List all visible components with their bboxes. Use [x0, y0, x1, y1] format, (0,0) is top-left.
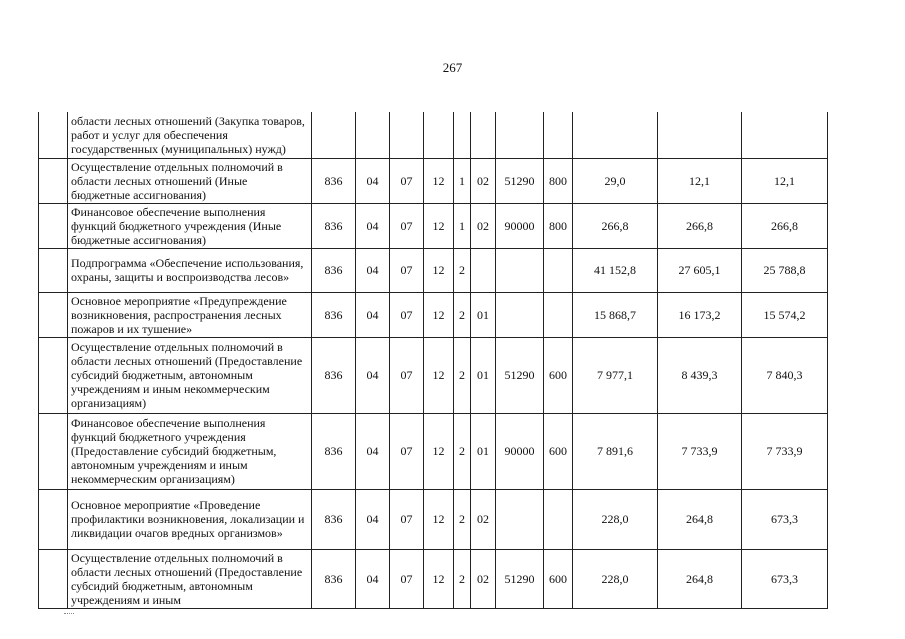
razdel-cell: 04 — [356, 292, 390, 337]
cs-program-cell: 12 — [424, 248, 454, 292]
cs-program-cell: 12 — [424, 203, 454, 248]
year1-amount-cell: 266,8 — [573, 203, 658, 248]
podrazdel-cell: 07 — [390, 248, 424, 292]
cs-event-cell: 01 — [471, 292, 496, 337]
vedomstvo-cell: 836 — [312, 158, 356, 203]
razdel-cell: 04 — [356, 413, 390, 489]
year3-amount-cell: 266,8 — [742, 203, 828, 248]
year3-amount-cell: 673,3 — [742, 549, 828, 608]
cs-program-cell: 12 — [424, 292, 454, 337]
cs-direction-cell — [496, 112, 544, 158]
table-row — [39, 158, 828, 203]
vid-rashodov-cell — [544, 248, 573, 292]
podrazdel-cell: 07 — [390, 337, 424, 413]
table-row — [39, 413, 828, 489]
year1-amount-cell: 7 977,1 — [573, 337, 658, 413]
podrazdel-cell: 07 — [390, 549, 424, 608]
cs-subprogram-cell: 2 — [454, 337, 471, 413]
year3-amount-cell: 15 574,2 — [742, 292, 828, 337]
vedomstvo-cell: 836 — [312, 337, 356, 413]
razdel-cell: 04 — [356, 549, 390, 608]
cs-program-cell: 12 — [424, 549, 454, 608]
razdel-cell — [356, 112, 390, 158]
cs-direction-cell: 51290 — [496, 158, 544, 203]
cs-direction-cell — [496, 292, 544, 337]
year3-amount-cell: 673,3 — [742, 489, 828, 549]
row-marker-cell — [39, 292, 68, 337]
vid-rashodov-cell: 600 — [544, 549, 573, 608]
cs-direction-cell: 90000 — [496, 203, 544, 248]
cs-event-cell: 01 — [471, 413, 496, 489]
row-marker-cell — [39, 158, 68, 203]
year2-amount-cell: 16 173,2 — [658, 292, 742, 337]
cs-subprogram-cell: 2 — [454, 248, 471, 292]
year2-amount-cell: 264,8 — [658, 549, 742, 608]
cs-event-cell: 02 — [471, 203, 496, 248]
razdel-cell: 04 — [356, 489, 390, 549]
podrazdel-cell: 07 — [390, 158, 424, 203]
razdel-cell: 04 — [356, 337, 390, 413]
vedomstvo-cell: 836 — [312, 248, 356, 292]
row-marker-cell — [39, 489, 68, 549]
cs-event-cell: 02 — [471, 549, 496, 608]
cs-event-cell: 02 — [471, 489, 496, 549]
cs-event-cell — [471, 112, 496, 158]
year2-amount-cell — [658, 112, 742, 158]
cs-program-cell — [424, 112, 454, 158]
item-name-cell: области лесных отношений (Закупка товаров, работ и услуг для обеспечения государственных (муниципальных) нужд) — [68, 112, 312, 158]
cs-subprogram-cell — [454, 112, 471, 158]
table-row — [39, 489, 828, 549]
cs-direction-cell: 51290 — [496, 337, 544, 413]
vedomstvo-cell: 836 — [312, 292, 356, 337]
item-name-cell: Финансовое обеспечение выполнения функций бюджетного учреждения (Иные бюджетные ассигнования) — [68, 203, 312, 248]
vid-rashodov-cell — [544, 112, 573, 158]
item-name-cell: Осуществление отдельных полномочий в области лесных отношений (Предоставление субсидий бюджетным, автономным учреждениям и иным — [68, 549, 312, 608]
vedomstvo-cell: 836 — [312, 549, 356, 608]
table-row — [39, 337, 828, 413]
year3-amount-cell: 25 788,8 — [742, 248, 828, 292]
year2-amount-cell: 264,8 — [658, 489, 742, 549]
table-row — [39, 292, 828, 337]
item-name-cell: Подпрограмма «Обеспечение использования, охраны, защиты и воспроизводства лесов» — [68, 248, 312, 292]
year1-amount-cell — [573, 112, 658, 158]
year1-amount-cell: 29,0 — [573, 158, 658, 203]
row-marker-cell — [39, 413, 68, 489]
cs-subprogram-cell: 2 — [454, 489, 471, 549]
cs-event-cell — [471, 248, 496, 292]
vedomstvo-cell: 836 — [312, 489, 356, 549]
cs-program-cell: 12 — [424, 413, 454, 489]
cs-direction-cell: 51290 — [496, 549, 544, 608]
cs-event-cell: 01 — [471, 337, 496, 413]
item-name-cell: Осуществление отдельных полномочий в области лесных отношений (Предоставление субсидий бюджетным, автономным учреждениям и иным некоммерческим организациям) — [68, 337, 312, 413]
cs-direction-cell — [496, 248, 544, 292]
year1-amount-cell: 41 152,8 — [573, 248, 658, 292]
row-marker-cell — [39, 549, 68, 608]
year2-amount-cell: 266,8 — [658, 203, 742, 248]
item-name-cell: Финансовое обеспечение выполнения функций бюджетного учреждения (Предоставление субсидий бюджетным, автономным учреждениям и иным некоммерческим организациям) — [68, 413, 312, 489]
podrazdel-cell: 07 — [390, 203, 424, 248]
cs-program-cell: 12 — [424, 158, 454, 203]
year1-amount-cell: 15 868,7 — [573, 292, 658, 337]
row-marker-cell — [39, 248, 68, 292]
cs-event-cell: 02 — [471, 158, 496, 203]
razdel-cell: 04 — [356, 248, 390, 292]
podrazdel-cell — [390, 112, 424, 158]
vid-rashodov-cell — [544, 292, 573, 337]
year2-amount-cell: 8 439,3 — [658, 337, 742, 413]
year1-amount-cell: 7 891,6 — [573, 413, 658, 489]
razdel-cell: 04 — [356, 158, 390, 203]
table-row — [39, 203, 828, 248]
table-row — [39, 248, 828, 292]
year1-amount-cell: 228,0 — [573, 489, 658, 549]
budget-table — [38, 112, 828, 609]
cs-direction-cell: 90000 — [496, 413, 544, 489]
year1-amount-cell: 228,0 — [573, 549, 658, 608]
podrazdel-cell: 07 — [390, 489, 424, 549]
podrazdel-cell: 07 — [390, 292, 424, 337]
table-row — [39, 112, 828, 158]
item-name-cell: Осуществление отдельных полномочий в области лесных отношений (Иные бюджетные ассигнования) — [68, 158, 312, 203]
row-marker-cell — [39, 203, 68, 248]
year3-amount-cell — [742, 112, 828, 158]
cs-subprogram-cell: 1 — [454, 203, 471, 248]
table-row — [39, 549, 828, 608]
year2-amount-cell: 7 733,9 — [658, 413, 742, 489]
vedomstvo-cell: 836 — [312, 203, 356, 248]
razdel-cell: 04 — [356, 203, 390, 248]
page-number: 267 — [442, 60, 463, 75]
vid-rashodov-cell: 600 — [544, 337, 573, 413]
vedomstvo-cell — [312, 112, 356, 158]
vedomstvo-cell: 836 — [312, 413, 356, 489]
cs-subprogram-cell: 2 — [454, 292, 471, 337]
item-name-cell: Основное мероприятие «Предупреждение возникновения, распространения лесных пожаров и их тушение» — [68, 292, 312, 337]
row-marker-cell — [39, 337, 68, 413]
row-marker-cell — [39, 112, 68, 158]
cs-program-cell: 12 — [424, 489, 454, 549]
vid-rashodov-cell: 800 — [544, 158, 573, 203]
scan-artifact — [64, 613, 74, 617]
year3-amount-cell: 7 840,3 — [742, 337, 828, 413]
year3-amount-cell: 7 733,9 — [742, 413, 828, 489]
year2-amount-cell: 27 605,1 — [658, 248, 742, 292]
cs-direction-cell — [496, 489, 544, 549]
cs-subprogram-cell: 2 — [454, 413, 471, 489]
podrazdel-cell: 07 — [390, 413, 424, 489]
cs-program-cell: 12 — [424, 337, 454, 413]
item-name-cell: Основное мероприятие «Проведение профилактики возникновения, локализации и ликвидации очагов вредных организмов» — [68, 489, 312, 549]
cs-subprogram-cell: 1 — [454, 158, 471, 203]
year2-amount-cell: 12,1 — [658, 158, 742, 203]
cs-subprogram-cell: 2 — [454, 549, 471, 608]
vid-rashodov-cell: 800 — [544, 203, 573, 248]
vid-rashodov-cell: 600 — [544, 413, 573, 489]
vid-rashodov-cell — [544, 489, 573, 549]
year3-amount-cell: 12,1 — [742, 158, 828, 203]
